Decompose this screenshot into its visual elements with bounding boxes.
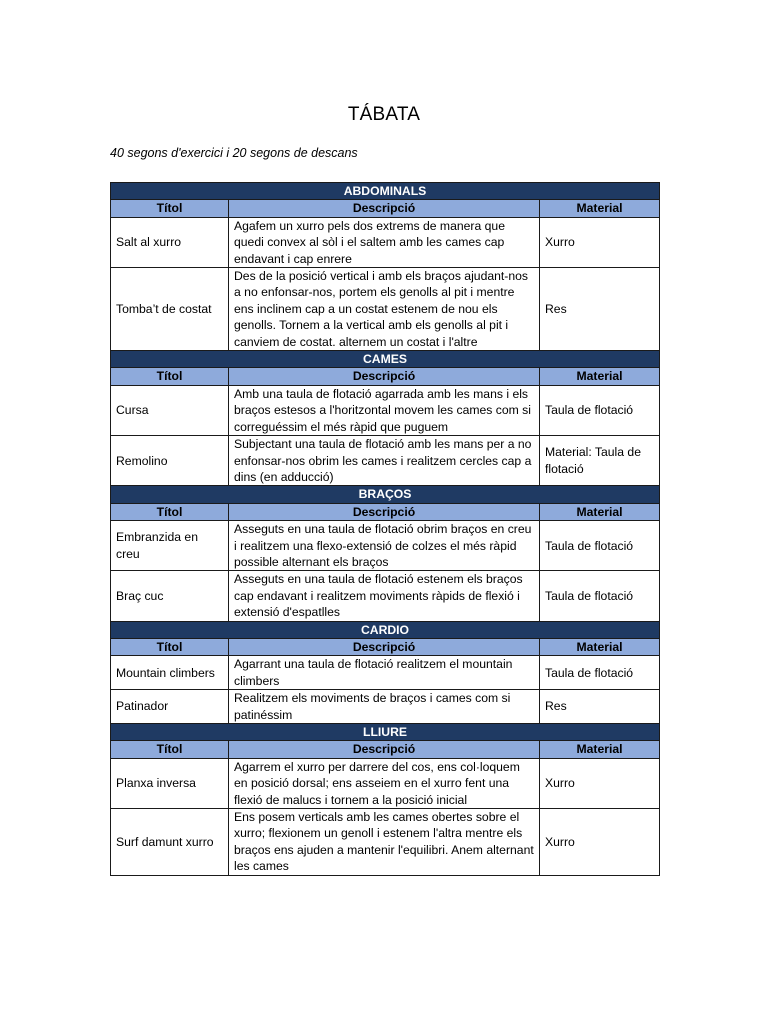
section-title: LLIURE [111, 724, 660, 741]
exercise-title: Cursa [111, 385, 229, 435]
column-header-title: Títol [111, 503, 229, 520]
page-title: TÁBATA [347, 104, 421, 125]
column-header-row [111, 503, 660, 520]
column-header-material: Material [540, 200, 660, 217]
exercise-title: Embranzida en creu [111, 521, 229, 571]
exercise-title: Remolino [111, 436, 229, 486]
column-header-description: Descripció [229, 200, 540, 217]
table-row [111, 385, 660, 435]
column-header-description: Descripció [229, 503, 540, 520]
section-header-row [111, 621, 660, 638]
exercise-title: Salt al xurro [111, 217, 229, 267]
exercise-material: Taula de flotació [540, 521, 660, 571]
exercise-material: Taula de flotació [540, 571, 660, 621]
exercise-table-body [111, 183, 660, 876]
exercise-table [110, 182, 660, 876]
exercise-material: Xurro [540, 809, 660, 876]
section-header-row [111, 724, 660, 741]
exercise-description: Asseguts en una taula de flotació obrim braços en creu i realitzem una flexo-extensió de colzes el més ràpid possible alternant els braços [229, 521, 540, 571]
exercise-description: Agarrem el xurro per darrere del cos, ens col·loquem en posició dorsal; ens asseiem en el xurro fent una flexió de malucs i tornem a la posició inicial [229, 758, 540, 808]
column-header-title: Títol [111, 638, 229, 655]
table-row [111, 217, 660, 267]
column-header-row [111, 200, 660, 217]
column-header-material: Material [540, 368, 660, 385]
section-header-row [111, 486, 660, 503]
column-header-description: Descripció [229, 741, 540, 758]
exercise-description: Asseguts en una taula de flotació estenem els braços cap endavant i realitzem moviments ràpids de flexió i extensió d'espatlles [229, 571, 540, 621]
exercise-material: Taula de flotació [540, 656, 660, 690]
table-row [111, 521, 660, 571]
table-row [111, 758, 660, 808]
exercise-description: Agafem un xurro pels dos extrems de manera que quedi convex al sòl i el saltem amb les cames cap endavant i cap enrere [229, 217, 540, 267]
exercise-material: Taula de flotació [540, 385, 660, 435]
exercise-material: Xurro [540, 217, 660, 267]
exercise-title: Tomba’t de costat [111, 268, 229, 351]
exercise-material: Res [540, 268, 660, 351]
column-header-row [111, 368, 660, 385]
exercise-title: Mountain climbers [111, 656, 229, 690]
exercise-description: Des de la posició vertical i amb els braços ajudant-nos a no enfonsar-nos, portem els genolls al pit i mentre ens inclinem cap a un costat estenem de nou els genolls. Tornem a la vertical amb els genolls al pit i canviem de costat. alternem un costat i l'altre [229, 268, 540, 351]
section-title: CARDIO [111, 621, 660, 638]
section-title: BRAÇOS [111, 486, 660, 503]
section-header-row [111, 351, 660, 368]
section-header-row [111, 183, 660, 200]
exercise-description: Agarrant una taula de flotació realitzem el mountain climbers [229, 656, 540, 690]
exercise-material: Material: Taula de flotació [540, 436, 660, 486]
page-subtitle: 40 segons d'exercici i 20 segons de descans [110, 146, 358, 160]
exercise-description: Amb una taula de flotació agarrada amb les mans i els braços estesos a l'horitzontal movem les cames com si correguéssim el més ràpid que puguem [229, 385, 540, 435]
column-header-material: Material [540, 638, 660, 655]
table-row [111, 268, 660, 351]
column-header-title: Títol [111, 741, 229, 758]
table-row [111, 690, 660, 724]
exercise-material: Res [540, 690, 660, 724]
column-header-material: Material [540, 741, 660, 758]
column-header-material: Material [540, 503, 660, 520]
exercise-description: Ens posem verticals amb les cames obertes sobre el xurro; flexionem un genoll i estenem l'altra mentre els braços ens ajuden a mantenir l'equilibri. Anem alternant les cames [229, 809, 540, 876]
table-row [111, 571, 660, 621]
exercise-description: Subjectant una taula de flotació amb les mans per a no enfonsar-nos obrim les cames i realitzem cercles cap a dins (en adducció) [229, 436, 540, 486]
exercise-description: Realitzem els moviments de braços i cames com si patinéssim [229, 690, 540, 724]
column-header-row [111, 638, 660, 655]
column-header-description: Descripció [229, 368, 540, 385]
section-title: CAMES [111, 351, 660, 368]
column-header-row [111, 741, 660, 758]
table-row [111, 809, 660, 876]
exercise-title: Braç cuc [111, 571, 229, 621]
column-header-description: Descripció [229, 638, 540, 655]
section-title: ABDOMINALS [111, 183, 660, 200]
exercise-title: Planxa inversa [111, 758, 229, 808]
column-header-title: Títol [111, 368, 229, 385]
exercise-material: Xurro [540, 758, 660, 808]
table-row [111, 436, 660, 486]
column-header-title: Títol [111, 200, 229, 217]
table-row [111, 656, 660, 690]
exercise-title: Patinador [111, 690, 229, 724]
exercise-title: Surf damunt xurro [111, 809, 229, 876]
